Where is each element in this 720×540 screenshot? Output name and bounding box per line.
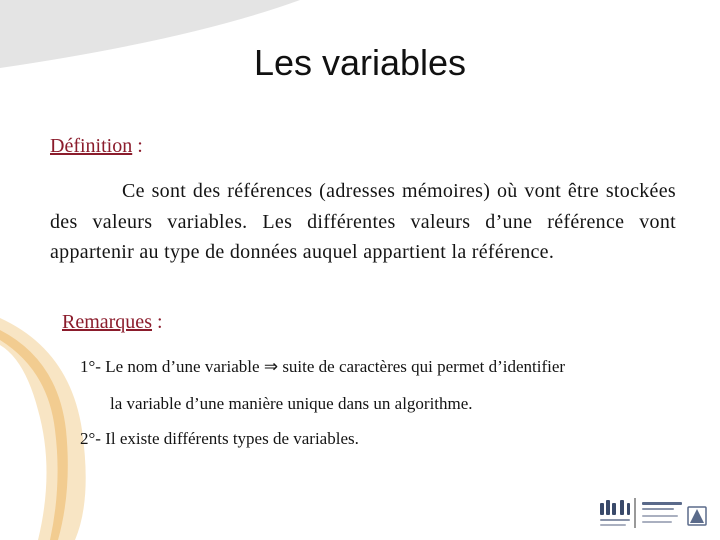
university-logo-icon <box>594 497 712 535</box>
remarks-heading-colon: : <box>151 311 163 333</box>
left-gold-arch-inner <box>0 330 68 540</box>
definition-text: Ce sont des références (adresses mémoires) où vont être stockées des valeurs variables. Les différentes valeurs d’une référence vont appartenir au type de données auquel appartient la référence. <box>50 180 676 263</box>
remark-item-2: 2°- Il existe différents types de variables. <box>80 429 359 448</box>
remark-item-1-prefix: 1°- Le nom d’une variable <box>80 357 264 376</box>
definition-heading-label: Définition <box>50 135 133 157</box>
definition-heading-colon: : <box>132 135 143 157</box>
page-title: Les variables <box>253 42 467 83</box>
remarks-heading <box>62 311 163 334</box>
remark-item-1-suffix: suite de caractères qui permet d’identifier <box>278 357 566 376</box>
remark-item-1-continued: la variable d’une manière unique dans un algorithme. <box>110 394 473 413</box>
left-gold-arch <box>0 318 86 540</box>
definition-heading <box>50 135 143 158</box>
implies-arrow-icon: ⇒ <box>263 357 279 376</box>
remark-item-1 <box>80 357 565 377</box>
remarks-heading-label: Remarques <box>62 311 152 333</box>
